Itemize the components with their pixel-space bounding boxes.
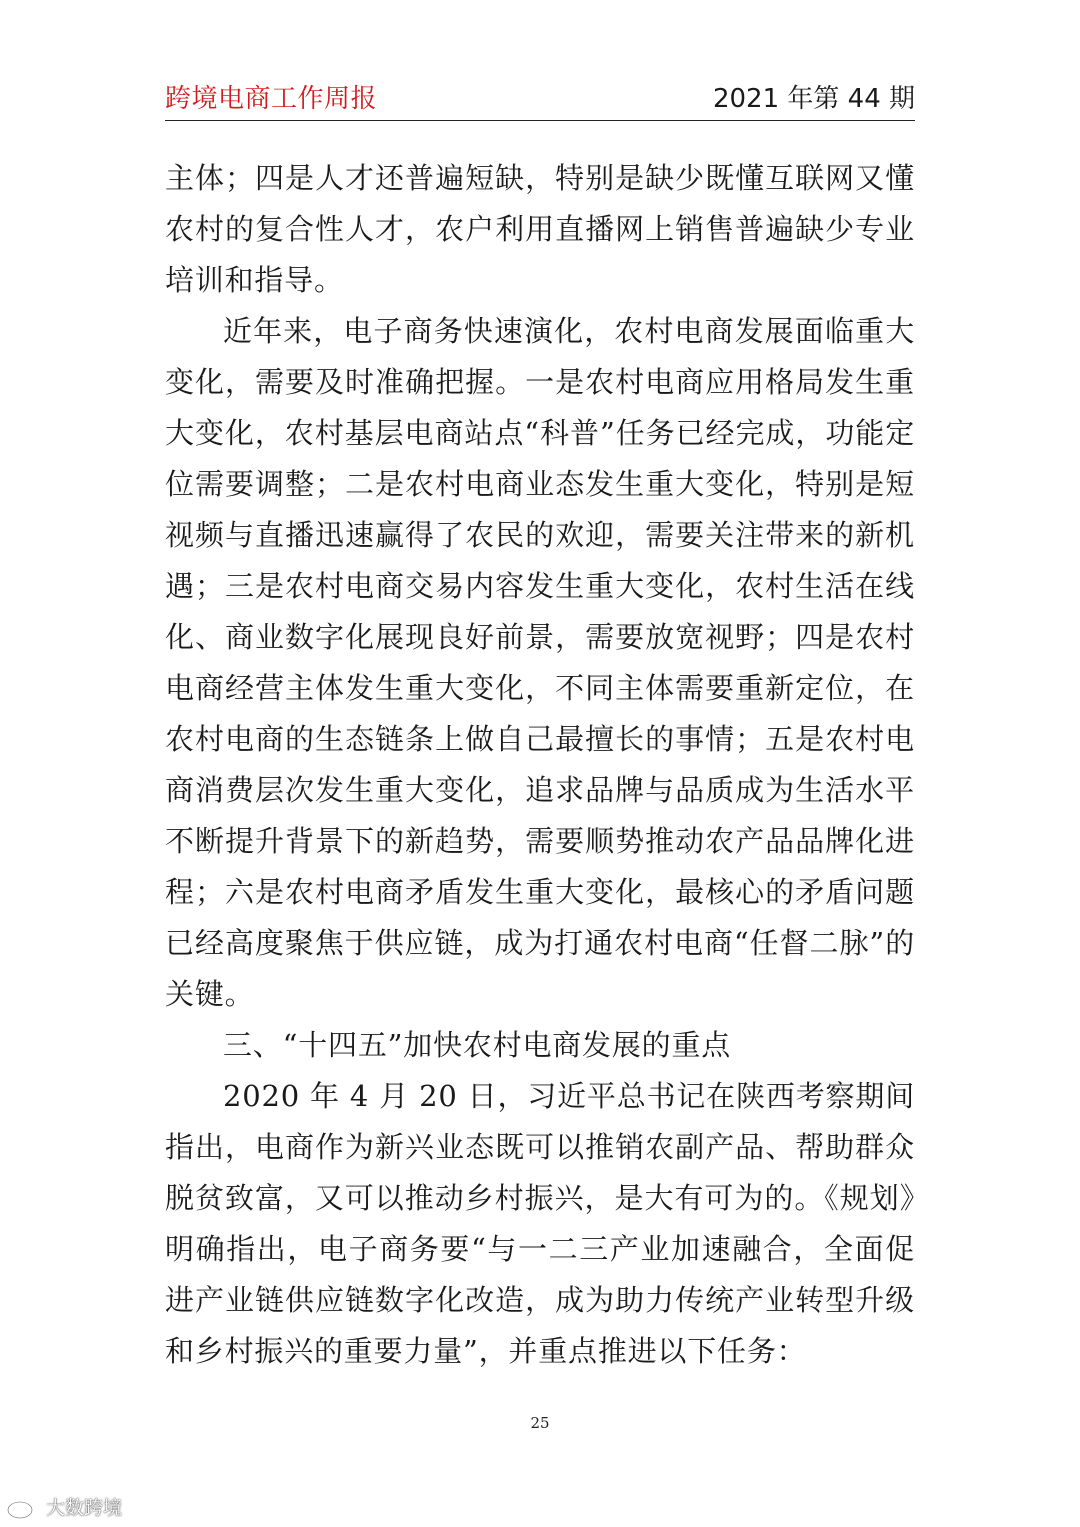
article-body [165,153,915,1377]
watermark-text: 大数跨境 [46,1497,123,1519]
publication-title: 跨境电商工作周报 [165,84,378,114]
page-header [165,70,915,121]
watermark [6,1493,122,1520]
section-heading: 三、“十四五”加快农村电商发展的重点 [223,1028,732,1062]
weibo-logo-icon [6,1494,40,1520]
page-number: 25 [530,1414,550,1432]
issue-number: 2021 年第 44 期 [712,84,915,114]
paragraph-rural-ecommerce-changes: 近年来，电子商务快速演化，农村电商发展面临重大变化，需要及时准确把握。一是农村电商应用格局发生重大变化，农村基层电商站点“科普”任务已经完成，功能定位需要调整；二是农村电商业态发生重大变化，特别是短视频与直播迅速赢得了农民的欢迎，需要关注带来的新机遇；三是农村电商交易内容发生重大变化，农村生活在线化、商业数字化展现良好前景，需要放宽视野；四是农村电商经营主体发生重大变化，不同主体需要重新定位，在农村电商的生态链条上做自己最擅长的事情；五是农村电商消费层次发生重大变化，追求品牌与品质成为生活水平不断提升背景下的新趋势，需要顺势推动农产品品牌化进程；六是农村电商矛盾发生重大变化，最核心的矛盾问题已经高度聚焦于供应链，成为打通农村电商“任督二脉”的关键。 [165,314,915,1011]
paragraph-key-tasks: 2020 年 4 月 20 日，习近平总书记在陕西考察期间指出，电商作为新兴业态既可以推销农副产品、帮助群众脱贫致富，又可以推动乡村振兴，是大有可为的。《规划》明确指出，电子商务要“与一二三产业加速融合，全面促进产业链供应链数字化改造，成为助力传统产业转型升级和乡村振兴的重要力量”，并重点推进以下任务： [165,1079,915,1368]
paragraph-continuation: 主体；四是人才还普遍短缺，特别是缺少既懂互联网又懂农村的复合性人才，农户利用直播网上销售普遍缺少专业培训和指导。 [165,161,915,297]
